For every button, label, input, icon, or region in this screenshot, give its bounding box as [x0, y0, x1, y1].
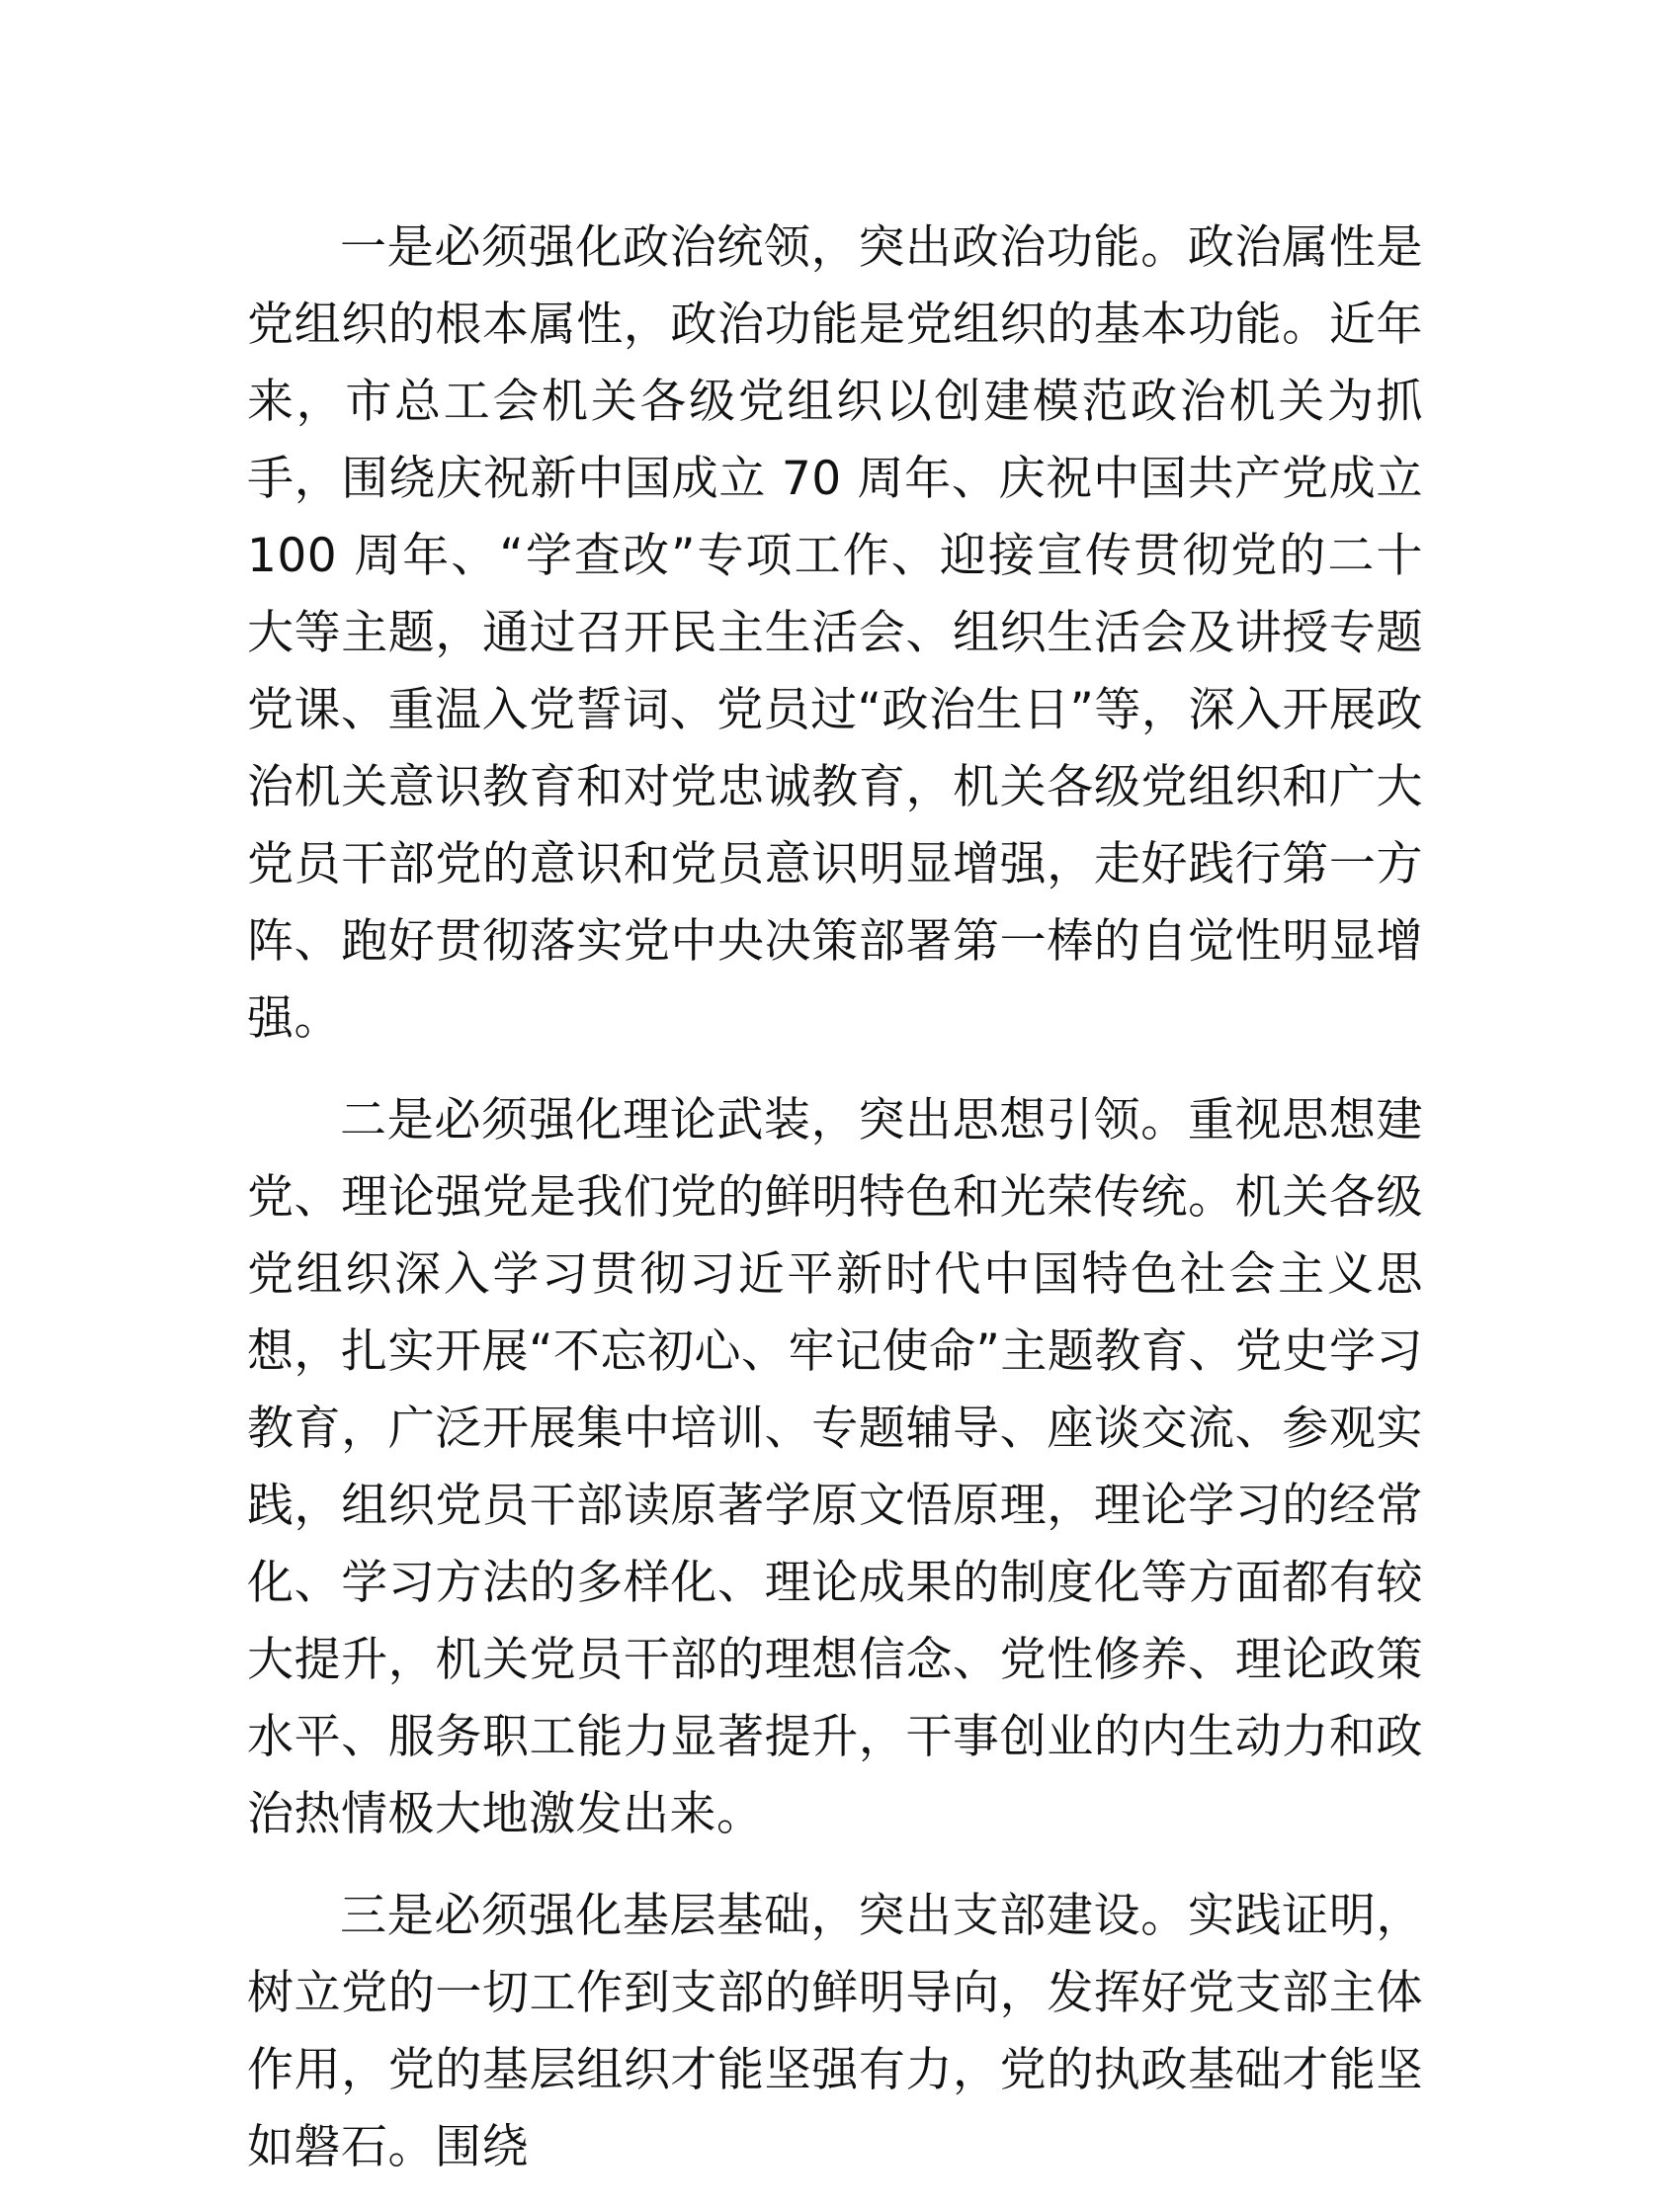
- body-text: [247, 210, 1423, 2211]
- paragraph-grassroots-foundation: 三是必须强化基层基础，突出支部建设。实践证明，树立党的一切工作到支部的鲜明导向，发挥好党支部主体作用，党的基层组织才能坚强有力，党的执政基础才能坚如磐石。围绕: [247, 1889, 1423, 2174]
- paragraph-theoretical-armament: 二是必须强化理论武装，突出思想引领。重视思想建党、理论强党是我们党的鲜明特色和光荣传统。机关各级党组织深入学习贯彻习近平新时代中国特色社会主义思想，扎实开展“不忘初心、牢记使命”主题教育、党史学习教育，广泛开展集中培训、专题辅导、座谈交流、参观实践，组织党员干部读原著学原文悟原理，理论学习的经常化、学习方法的多样化、理论成果的制度化等方面都有较大提升，机关党员干部的理想信念、党性修养、理论政策水平、服务职工能力显著提升，干事创业的内生动力和政治热情极大地激发出来。: [247, 1093, 1423, 1841]
- paragraph-political-leadership: 一是必须强化政治统领，突出政治功能。政治属性是党组织的根本属性，政治功能是党组织的基本功能。近年来，市总工会机关各级党组织以创建模范政治机关为抓手，围绕庆祝新中国成立 70 周年、庆祝中国共产党成立 100 周年、“学查改”专项工作、迎接宣传贯彻党的二十大等主题，通过召开民主生活会、组织生活会及讲授专题党课、重温入党誓词、党员过“政治生日”等，深入开展政治机关意识教育和对党忠诚教育，机关各级党组织和广大党员干部党的意识和党员意识明显增强，走好践行第一方阵、跑好贯彻落实党中央决策部署第一棒的自觉性明显增强。: [247, 220, 1423, 1046]
